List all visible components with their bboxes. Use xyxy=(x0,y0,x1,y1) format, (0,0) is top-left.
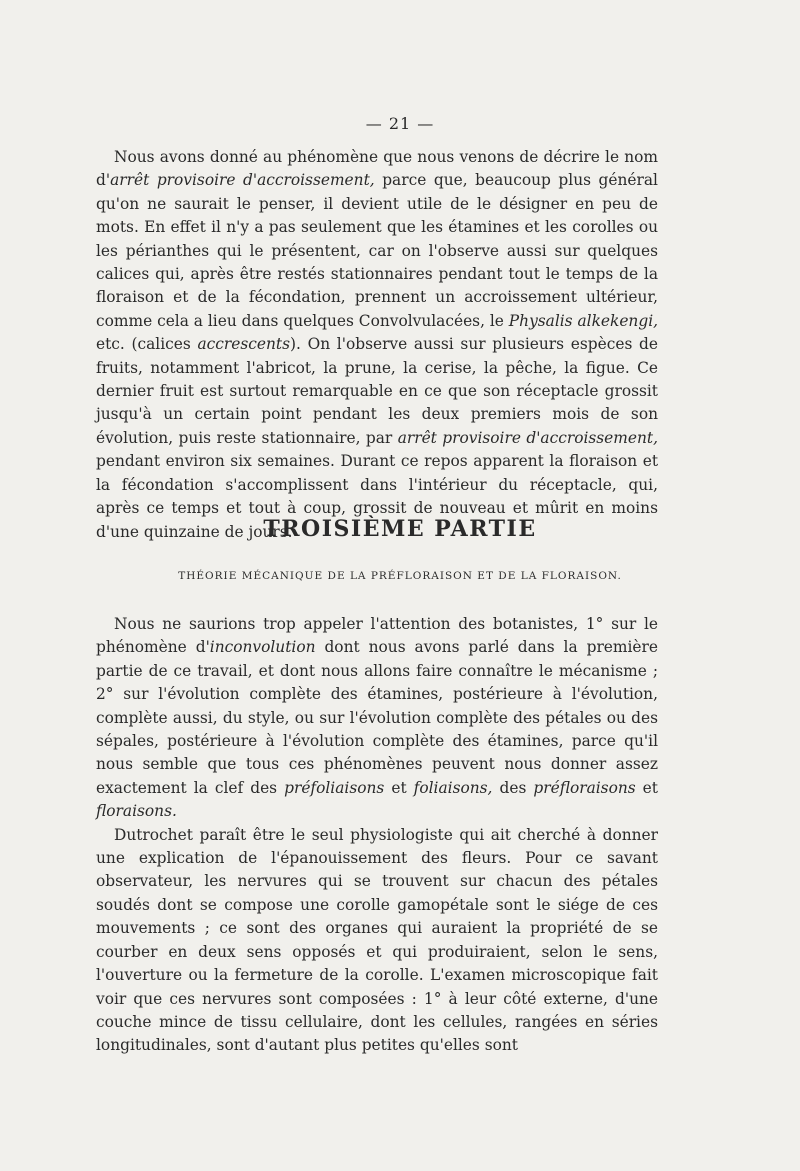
paragraph-text xyxy=(96,146,658,544)
text-run: pendant environ six semaines. Durant ce repos apparent la floraison et la fécondation s'accomplissent dans l'intérieur du réceptacle, qui, après ce temps et tout à coup, grossit de nouveau et mûrit en moins d'une quinzaine de jours. xyxy=(96,452,658,541)
text-run: et xyxy=(384,778,414,797)
italic-term: arrêt provisoire d'accroissement, xyxy=(110,171,375,190)
text-run: des xyxy=(492,778,534,797)
text-run: et xyxy=(635,778,658,797)
italic-term: foliaisons, xyxy=(413,778,493,797)
italic-term: Physalis alkekengi, xyxy=(508,311,659,330)
italic-term: arrêt provisoire d'accroissement, xyxy=(397,428,658,447)
italic-term: inconvolution xyxy=(209,638,316,657)
text-run: Nous ne saurions trop appeler l'attention des botanistes, 1° sur le phénomène d' xyxy=(96,615,658,657)
italic-term: préfloraisons xyxy=(533,778,636,797)
text-run: etc. (calices xyxy=(96,335,198,354)
italic-term: préfoliaisons xyxy=(284,778,385,797)
page-number: — 21 — xyxy=(365,114,435,133)
italic-term: floraisons. xyxy=(96,802,177,821)
text-run: Nous avons donné au phénomène que nous venons de décrire le nom d' xyxy=(96,148,658,190)
text-run: ). On l'observe aussi sur plusieurs espèces de fruits, notamment l'abricot, la prune, la cerise, la pêche, la figue. Ce dernier fruit est surtout remarquable en ce que son réceptacle grossit jusqu'à un certain point pendant les deux premiers mois de son évolution, puis reste stationnaire, par xyxy=(96,335,658,447)
paragraph-arret-provisoire xyxy=(96,146,658,544)
italic-term: accrescents xyxy=(197,335,290,354)
paragraph-dutrochet: Dutrochet paraît être le seul physiologiste qui ait cherché à donner une explication de l'épanouissement des fleurs. Pour ce savant observateur, les nervures qui se trouvent sur chacun des pétales soudés dont se compose une corolle gamopétale sont le siége de ces mouvements ; ce sont des organes qui auraient la propriété de se courber en deux sens opposés et qui produiraient, selon le sens, l'ouverture ou la fermeture de la corolle. L'examen microscopique fait voir que ces nervures sont composées : 1° à leur côté externe, d'une couche mince de tissu cellulaire, dont les cellules, rangées en séries longitudinales, sont d'autant plus petites qu'elles sont xyxy=(96,825,658,1055)
section-body xyxy=(96,613,658,1058)
part-title: TROISIÈME PARTIE xyxy=(263,516,537,542)
part-subtitle: THÉORIE MÉCANIQUE DE LA PRÉFLORAISON ET DE LA FLORAISON. xyxy=(178,570,622,582)
text-run: parce que, beaucoup plus général qu'on ne saurait le penser, il devient utile de le désigner en peu de mots. En effet il n'y a pas seulement que les étamines et les corolles ou les périanthes qui le présentent, car on l'observe aussi sur quelques calices qui, après être restés stationnaires pendant tout le temps de la floraison et de la fécondation, prennent un accroissement ultérieur, comme cela a lieu dans quelques Convolvulacées, le xyxy=(96,171,658,330)
paragraph-inconvolution xyxy=(96,613,658,824)
text-run: dont nous avons parlé dans la première partie de ce travail, et dont nous allons faire connaître le mécanisme ; 2° sur l'évolution complète des étamines, postérieure à l'évolution, complète aussi, du style, ou sur l'évolution complète des pétales ou des sépales, postérieure à l'évolution complète des étamines, parce qu'il nous semble que tous ces phénomènes peuvent nous donner assez exactement la clef des xyxy=(96,638,658,797)
